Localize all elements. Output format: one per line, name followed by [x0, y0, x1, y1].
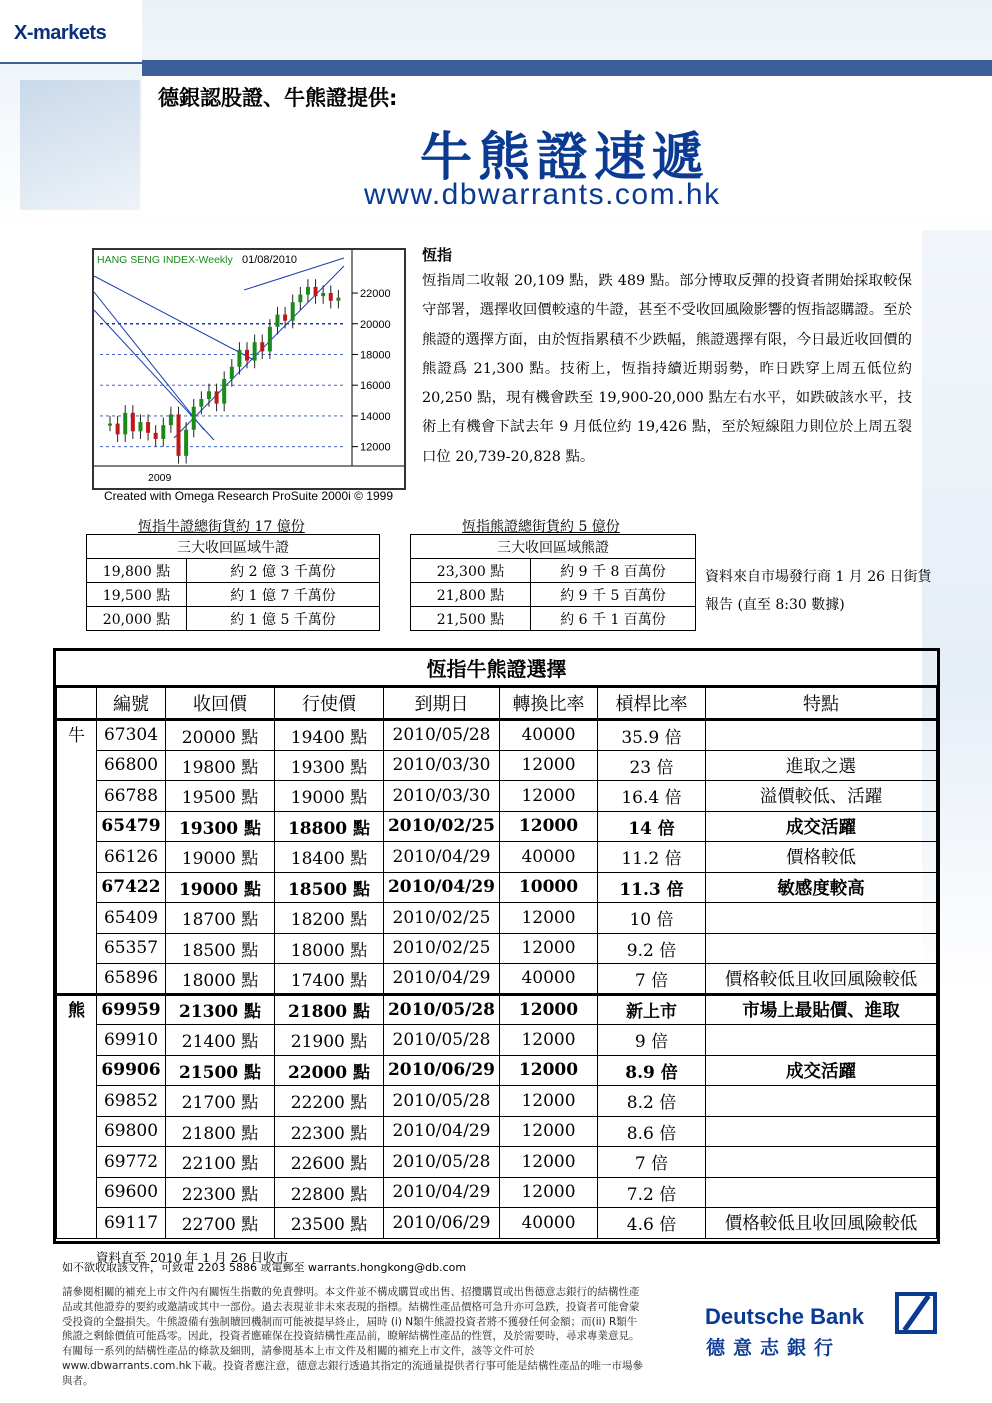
xmarkets-logo: X-markets — [14, 22, 107, 44]
cell: 價格較低 — [706, 842, 937, 873]
cell — [706, 1147, 937, 1178]
cell: 69852 — [97, 1086, 166, 1117]
group-label — [57, 1147, 97, 1178]
candle — [268, 327, 272, 352]
group-label — [57, 1055, 97, 1086]
cell — [706, 1086, 937, 1117]
candle — [275, 315, 279, 327]
col-header: 特點 — [706, 688, 937, 720]
cell: 21800 點 — [275, 994, 384, 1025]
cell: 21700 點 — [166, 1086, 275, 1117]
group-label — [57, 1025, 97, 1056]
chart-year: 2009 — [148, 472, 172, 484]
cell: 40000 — [500, 720, 598, 751]
cell: 2010/04/29 — [384, 1177, 500, 1208]
table-row — [57, 1086, 937, 1117]
table-title: 恆指牛熊證選擇 — [56, 651, 937, 687]
table-row — [57, 964, 937, 995]
candle — [237, 350, 241, 367]
cell: 新上市 — [598, 994, 706, 1025]
cell: 2010/06/29 — [384, 1055, 500, 1086]
cell: 21900 點 — [275, 1025, 384, 1056]
cell: 2010/05/28 — [384, 994, 500, 1025]
cell — [706, 1025, 937, 1056]
cell: 12000 — [500, 1147, 598, 1178]
candle — [306, 287, 310, 295]
contact-note: 如不欲收取該文件，可致電 2203 5886 或電郵至 warrants.hongkong@db.com — [62, 1261, 467, 1274]
hsi-chart-svg — [94, 250, 404, 488]
candle — [146, 422, 150, 433]
col-header: 到期日 — [384, 688, 500, 720]
bear-summary-table — [410, 534, 696, 631]
candle — [336, 298, 340, 301]
col-header: 槓桿比率 — [598, 688, 706, 720]
table-row — [57, 1147, 937, 1178]
cell: 23,300 點 — [411, 559, 531, 583]
y-tick-label: 16000 — [360, 380, 391, 393]
candle — [230, 367, 234, 379]
cell: 35.9 倍 — [598, 720, 706, 751]
cell: 65896 — [97, 964, 166, 995]
cell: 21500 點 — [166, 1055, 275, 1086]
cbbc-table — [56, 687, 937, 1239]
cell: 17400 點 — [275, 964, 384, 995]
col-header: 行使價 — [275, 688, 384, 720]
cell: 69910 — [97, 1025, 166, 1056]
chart-label: HANG SENG INDEX-Weekly — [97, 254, 233, 266]
candle — [116, 424, 120, 435]
cell: 40000 — [500, 842, 598, 873]
cell: 12000 — [500, 1025, 598, 1056]
col-header: 轉換比率 — [500, 688, 598, 720]
cell: 8.2 倍 — [598, 1086, 706, 1117]
disclaimer: 請參閱相關的補充上市文件內有關恆生指數的免責聲明。本文件並不構成購買或出售、招攬購買或出售德意志銀行的結構性產品或其他證券的要約或邀請或其中一部份。過去表現並非未來表現的指標。結構性產品價格可急升亦可急跌，投資者可能會蒙受投資的全盤損失。牛熊證備有強制贖回機制而可能被提早終止，屆時 (i) N類牛熊證投資者將不獲發任何金額；而(ii) R類牛熊證之剩餘價值可能爲零。因此，投資者應確保在投資結構性產品前，瞭解結構性產品的性質，及於需要時，尋求專業意見。有關每一系列的結構性產品的條款及細則，請參閱基本上市文件及相關的補充上市文件，該等文件可於www.dbwarrants.com.hk下載。投資者應注意，德意志銀行透過其指定的流通量提供者行事可能是結構性產品的唯一市場參與者。 — [62, 1286, 643, 1387]
bear-summary-caption: 恆指熊證總街貨約 5 億份 — [462, 519, 620, 535]
cell: 22300 點 — [275, 1116, 384, 1147]
cell: 8.9 倍 — [598, 1055, 706, 1086]
cell: 2010/04/29 — [384, 964, 500, 995]
cell: 價格較低且收回風險較低 — [706, 1208, 937, 1239]
cell: 12000 — [500, 1177, 598, 1208]
table-row — [87, 559, 380, 583]
bull-summary-table — [86, 534, 380, 631]
candle — [329, 293, 333, 301]
group-label — [57, 933, 97, 964]
table-row — [411, 559, 696, 583]
group-label — [57, 1086, 97, 1117]
cell: 12000 — [500, 1086, 598, 1117]
cell: 19300 點 — [275, 750, 384, 781]
group-label: 熊 — [57, 994, 97, 1025]
cell: 約 6 千 1 百萬份 — [531, 607, 696, 631]
hsi-chart — [92, 248, 406, 490]
y-tick-label: 14000 — [360, 410, 391, 423]
deutsche-bank-logo — [895, 1292, 937, 1334]
y-tick-label: 18000 — [360, 349, 391, 362]
cell: 2010/02/25 — [384, 933, 500, 964]
cell: 69600 — [97, 1177, 166, 1208]
cell: 69906 — [97, 1055, 166, 1086]
candle — [298, 295, 302, 303]
candle — [123, 413, 127, 435]
cell: 22200 點 — [275, 1086, 384, 1117]
cell: 12000 — [500, 750, 598, 781]
cell: 14 倍 — [598, 811, 706, 842]
cell: 9.2 倍 — [598, 933, 706, 964]
candle — [260, 342, 264, 351]
candle — [177, 414, 181, 455]
cell: 69117 — [97, 1208, 166, 1239]
cell: 12000 — [500, 933, 598, 964]
cell: 市場上最貼價、進取 — [706, 994, 937, 1025]
candle — [291, 302, 295, 320]
group-label — [57, 872, 97, 903]
col-header: 編號 — [97, 688, 166, 720]
cell: 18000 點 — [275, 933, 384, 964]
cbbc-selection-table — [53, 648, 940, 1244]
cell: 20000 點 — [166, 720, 275, 751]
cell: 19800 點 — [166, 750, 275, 781]
cell: 9 倍 — [598, 1025, 706, 1056]
cell: 23500 點 — [275, 1208, 384, 1239]
cell: 12000 — [500, 903, 598, 934]
cell: 7 倍 — [598, 1147, 706, 1178]
cell: 19000 點 — [166, 842, 275, 873]
table-row — [87, 583, 380, 607]
candle — [154, 433, 158, 439]
cell: 18200 點 — [275, 903, 384, 934]
group-label — [57, 964, 97, 995]
cell: 約 1 億 5 千萬份 — [187, 607, 380, 631]
col-header-blank — [57, 688, 97, 720]
table-row — [57, 1116, 937, 1147]
cell: 約 1 億 7 千萬份 — [187, 583, 380, 607]
candle — [108, 424, 112, 426]
cell: 2010/05/28 — [384, 1086, 500, 1117]
cell: 2010/05/28 — [384, 1025, 500, 1056]
bank-name-cn: 德意志銀行 — [706, 1337, 842, 1359]
cell: 12000 — [500, 811, 598, 842]
cell: 4.6 倍 — [598, 1208, 706, 1239]
logo-box — [0, 0, 142, 62]
chart-caption: Created with Omega Research ProSuite 2000i © 1999 — [104, 489, 394, 503]
cell: 2010/03/30 — [384, 750, 500, 781]
cell: 約 2 億 3 千萬份 — [187, 559, 380, 583]
trendline — [174, 266, 344, 438]
candle — [283, 315, 287, 321]
cell: 11.3 倍 — [598, 872, 706, 903]
cell: 66800 — [97, 750, 166, 781]
cell: 19000 點 — [166, 872, 275, 903]
bull-summary-caption: 恆指牛證總街貨約 17 億份 — [138, 519, 305, 535]
cell: 69800 — [97, 1116, 166, 1147]
group-label — [57, 1177, 97, 1208]
cell: 19300 點 — [166, 811, 275, 842]
candle — [207, 391, 211, 399]
bank-name: Deutsche Bank — [705, 1304, 864, 1329]
candle — [131, 413, 135, 431]
cell: 8.6 倍 — [598, 1116, 706, 1147]
jets-photo — [20, 80, 140, 210]
cell: 敏感度較高 — [706, 872, 937, 903]
cell: 19000 點 — [275, 781, 384, 812]
page-title: 牛熊證速遞 — [420, 128, 711, 188]
group-label — [57, 750, 97, 781]
cell: 成交活躍 — [706, 811, 937, 842]
cell: 19400 點 — [275, 720, 384, 751]
cell: 22000 點 — [275, 1055, 384, 1086]
candle — [199, 399, 203, 407]
table-row — [57, 781, 937, 812]
cell: 22800 點 — [275, 1177, 384, 1208]
subtitle: 德銀認股證、牛熊證提供: — [158, 86, 398, 110]
candle — [245, 350, 249, 361]
cell: 價格較低且收回風險較低 — [706, 964, 937, 995]
cell: 22100 點 — [166, 1147, 275, 1178]
table-row — [57, 811, 937, 842]
cell — [706, 1116, 937, 1147]
cell: 21,500 點 — [411, 607, 531, 631]
cell: 進取之選 — [706, 750, 937, 781]
group-label — [57, 1208, 97, 1239]
table-row — [57, 872, 937, 903]
cell: 12000 — [500, 1055, 598, 1086]
cell: 65479 — [97, 811, 166, 842]
cell: 7 倍 — [598, 964, 706, 995]
y-tick-label: 12000 — [360, 441, 391, 454]
cell: 21400 點 — [166, 1025, 275, 1056]
candle — [215, 391, 219, 403]
cell: 約 9 千 8 百萬份 — [531, 559, 696, 583]
candle — [161, 425, 165, 439]
cell: 2010/02/25 — [384, 811, 500, 842]
cell: 18400 點 — [275, 842, 384, 873]
table-header-row — [57, 688, 937, 720]
candle — [192, 407, 196, 430]
cell: 16.4 倍 — [598, 781, 706, 812]
cell: 21,800 點 — [411, 583, 531, 607]
cell: 65409 — [97, 903, 166, 934]
cell: 12000 — [500, 994, 598, 1025]
y-tick-label: 22000 — [360, 288, 391, 301]
commentary-text: 恆指周二收報 20,109 點，跌 489 點。部分博取反彈的投資者開始採取較保守部署，選擇收回價較遠的牛證，甚至不受收回風險影響的恆指認購證。至於熊證的選擇方面，由於恆指累積不少跌幅，熊證選擇有限，今日最近收回價的熊證爲 21,300 點。技術上，恆指持續近期弱勢，昨日跌穿上周五低位約 20,250 點，現有機會跌至 19,900-20,000 點左右水平，如跌破該水平，技術上有機會下試去年 9 月低位約 19,426 點，至於短線阻力則位於上周五裂口位 20,739-20,828 點。 — [422, 273, 912, 465]
col-header: 收回價 — [166, 688, 275, 720]
y-tick-label: 20000 — [360, 318, 391, 331]
cell: 10 倍 — [598, 903, 706, 934]
cell: 67304 — [97, 720, 166, 751]
table-row — [57, 903, 937, 934]
cell: 22600 點 — [275, 1147, 384, 1178]
table-row — [57, 1025, 937, 1056]
trendline — [94, 276, 254, 360]
cell: 2010/06/29 — [384, 1208, 500, 1239]
cell: 69959 — [97, 994, 166, 1025]
website-link[interactable]: www.dbwarrants.com.hk — [364, 178, 721, 211]
table-row — [57, 1177, 937, 1208]
group-label — [57, 903, 97, 934]
cell — [706, 1177, 937, 1208]
cell: 69772 — [97, 1147, 166, 1178]
table-row — [87, 607, 380, 631]
cell: 2010/02/25 — [384, 903, 500, 934]
data-date-note: 資料直至 2010 年 1 月 26 日收市 — [96, 1250, 289, 1265]
cell: 18500 點 — [166, 933, 275, 964]
cell — [706, 720, 937, 751]
trendline — [94, 292, 204, 430]
cell: 40000 — [500, 964, 598, 995]
cell: 12000 — [500, 781, 598, 812]
cell: 22300 點 — [166, 1177, 275, 1208]
cell: 19,500 點 — [87, 583, 187, 607]
cell: 2010/05/28 — [384, 720, 500, 751]
candle — [314, 287, 318, 296]
cell: 19500 點 — [166, 781, 275, 812]
candle — [253, 342, 257, 360]
table-row — [57, 720, 937, 751]
cell: 約 9 千 5 百萬份 — [531, 583, 696, 607]
cell: 18800 點 — [275, 811, 384, 842]
cell: 2010/03/30 — [384, 781, 500, 812]
cell: 11.2 倍 — [598, 842, 706, 873]
group-label — [57, 842, 97, 873]
cell: 18000 點 — [166, 964, 275, 995]
chart-date: 01/08/2010 — [242, 254, 298, 266]
cell: 66788 — [97, 781, 166, 812]
commentary-heading: 恆指 — [422, 246, 453, 264]
cell: 40000 — [500, 1208, 598, 1239]
cell: 22700 點 — [166, 1208, 275, 1239]
cell: 19,800 點 — [87, 559, 187, 583]
cell: 67422 — [97, 872, 166, 903]
candle — [138, 422, 142, 431]
group-label — [57, 1116, 97, 1147]
table-row — [411, 607, 696, 631]
table-row — [57, 994, 937, 1025]
table-row — [57, 933, 937, 964]
cell: 21300 點 — [166, 994, 275, 1025]
group-label: 牛 — [57, 720, 97, 751]
cell: 18500 點 — [275, 872, 384, 903]
bear-summary-header: 三大收回區域熊證 — [411, 535, 696, 559]
cell: 12000 — [500, 1116, 598, 1147]
table-row — [57, 842, 937, 873]
table-row — [57, 1055, 937, 1086]
cell: 23 倍 — [598, 750, 706, 781]
cell: 2010/05/28 — [384, 1147, 500, 1178]
table-row — [411, 583, 696, 607]
group-label — [57, 781, 97, 812]
cell: 21800 點 — [166, 1116, 275, 1147]
cell: 18700 點 — [166, 903, 275, 934]
cell: 溢價較低、活躍 — [706, 781, 937, 812]
cell: 10000 — [500, 872, 598, 903]
cell — [706, 903, 937, 934]
cell: 66126 — [97, 842, 166, 873]
source-note: 資料來自市場發行商 1 月 26 日街貨報告 (直至 8:30 數據) — [705, 569, 932, 613]
candle — [184, 430, 188, 456]
cell: 20,000 點 — [87, 607, 187, 631]
header-band — [142, 60, 992, 76]
candle — [222, 379, 226, 404]
cell: 7.2 倍 — [598, 1177, 706, 1208]
candle — [169, 414, 173, 425]
candle — [321, 293, 325, 296]
cell: 65357 — [97, 933, 166, 964]
bull-summary-header: 三大收回區域牛證 — [87, 535, 380, 559]
cell: 2010/04/29 — [384, 872, 500, 903]
cell — [706, 933, 937, 964]
table-row — [57, 750, 937, 781]
cell: 2010/04/29 — [384, 1116, 500, 1147]
cell: 2010/04/29 — [384, 842, 500, 873]
group-label — [57, 811, 97, 842]
table-row — [57, 1208, 937, 1239]
cell: 成交活躍 — [706, 1055, 937, 1086]
